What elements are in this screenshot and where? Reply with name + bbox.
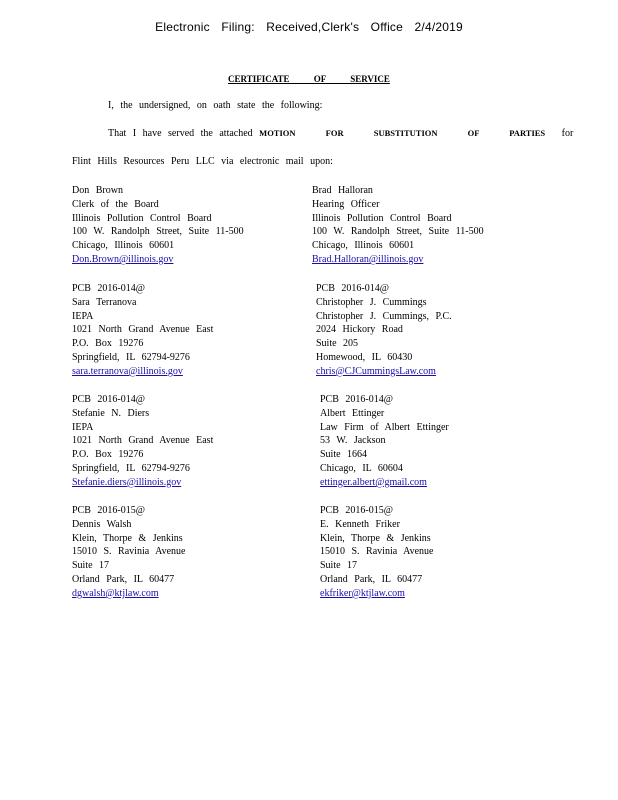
case-number: PCB 2016-014@: [316, 283, 389, 294]
served-suffix: for: [561, 128, 574, 139]
recipient-line: Illinois Pollution Control Board: [312, 212, 452, 224]
recipient-line: Springfield, IL 62794-9276: [72, 351, 190, 363]
recipient-line: IEPA: [72, 421, 94, 433]
served-prefix: That I have served the attached: [108, 128, 253, 139]
recipient-line: Illinois Pollution Control Board: [72, 212, 212, 224]
motion-title: MOTION FOR SUBSTITUTION OF PARTIES: [259, 128, 546, 138]
recipient-line: Orland Park, IL 60477: [320, 573, 423, 585]
recipient-line: Orland Park, IL 60477: [72, 573, 175, 585]
recipient-block-right-1: [312, 184, 484, 267]
recipient-line: E. Kenneth Friker: [320, 518, 400, 530]
recipient-email[interactable]: ekfriker@ktjlaw.com: [320, 587, 405, 599]
recipient-line: Chicago, Illinois 60601: [72, 240, 175, 252]
recipient-line: 100 W. Randolph Street, Suite 11-500: [312, 226, 484, 238]
recipient-block-right-2: [316, 282, 452, 379]
recipient-line: 53 W. Jackson: [320, 435, 386, 447]
recipient-email[interactable]: Don.Brown@illinois.gov: [72, 253, 174, 265]
case-number: PCB 2016-015@: [320, 505, 393, 516]
recipient-line: Sara Terranova: [72, 296, 137, 308]
recipient-line: 1021 North Grand Avenue East: [72, 324, 214, 336]
case-number: PCB 2016-014@: [72, 394, 145, 405]
recipient-line: Christopher J. Cummings: [316, 296, 427, 308]
recipient-line: Dennis Walsh: [72, 518, 132, 530]
recipient-block-right-4: [320, 504, 433, 601]
recipient-email[interactable]: ettinger.albert@gmail.com: [320, 476, 427, 488]
recipient-line: Springfield, IL 62794-9276: [72, 462, 190, 474]
document-title: CERTIFICATE OF SERVICE: [228, 74, 390, 84]
recipient-line: 100 W. Randolph Street, Suite 11-500: [72, 226, 244, 238]
recipient-email[interactable]: dgwalsh@ktjlaw.com: [72, 587, 159, 599]
recipient-line: Brad Halloran: [312, 185, 373, 196]
recipient-line: 15010 S. Ravinia Avenue: [72, 546, 186, 558]
recipient-line: Homewood, IL 60430: [316, 351, 413, 363]
recipient-line: Stefanie N. Diers: [72, 407, 150, 419]
recipient-line: Clerk of the Board: [72, 198, 159, 210]
recipient-line: P.O. Box 19276: [72, 449, 144, 461]
case-number: PCB 2016-014@: [320, 394, 393, 405]
recipient-line: Chicago, Illinois 60601: [312, 240, 415, 252]
recipient-block-left-3: [72, 393, 213, 490]
case-number: PCB 2016-014@: [72, 283, 145, 294]
recipient-line: Hearing Officer: [312, 198, 380, 210]
recipient-line: Suite 1664: [320, 449, 368, 461]
recipient-line: 15010 S. Ravinia Avenue: [320, 546, 434, 558]
recipient-line: Klein, Thorpe & Jenkins: [320, 532, 431, 544]
recipient-line: Suite 17: [72, 560, 110, 572]
recipient-block-left-4: [72, 504, 185, 601]
recipient-line: Don Brown: [72, 185, 123, 196]
case-number: PCB 2016-015@: [72, 505, 145, 516]
recipient-line: IEPA: [72, 310, 94, 322]
served-line: [108, 128, 573, 139]
recipient-email[interactable]: Brad.Halloran@illinois.gov: [312, 253, 424, 265]
recipient-email[interactable]: chris@CJCummingsLaw.com: [316, 365, 436, 377]
served-line-2: Flint Hills Resources Peru LLC via electronic mail upon:: [72, 156, 333, 167]
recipient-line: Suite 205: [316, 338, 359, 350]
recipient-block-left-2: [72, 282, 213, 379]
recipient-line: 1021 North Grand Avenue East: [72, 435, 214, 447]
recipient-line: 2024 Hickory Road: [316, 324, 403, 336]
recipient-line: Law Firm of Albert Ettinger: [320, 421, 449, 433]
recipient-line: Klein, Thorpe & Jenkins: [72, 532, 183, 544]
recipient-block-right-3: [320, 393, 449, 490]
recipient-line: Christopher J. Cummings, P.C.: [316, 310, 452, 322]
recipient-line: P.O. Box 19276: [72, 338, 144, 350]
recipient-line: Suite 17: [320, 560, 358, 572]
recipient-line: Albert Ettinger: [320, 407, 385, 419]
filing-stamp: Electronic Filing: Received,Clerk's Office 2/4/2019: [155, 20, 463, 34]
recipient-block-left-1: [72, 184, 244, 267]
recipient-email[interactable]: Stefanie.diers@illinois.gov: [72, 476, 182, 488]
recipient-email[interactable]: sara.terranova@illinois.gov: [72, 365, 183, 377]
recipient-line: Chicago, IL 60604: [320, 462, 403, 474]
oath-line: I, the undersigned, on oath state the following:: [108, 100, 323, 111]
